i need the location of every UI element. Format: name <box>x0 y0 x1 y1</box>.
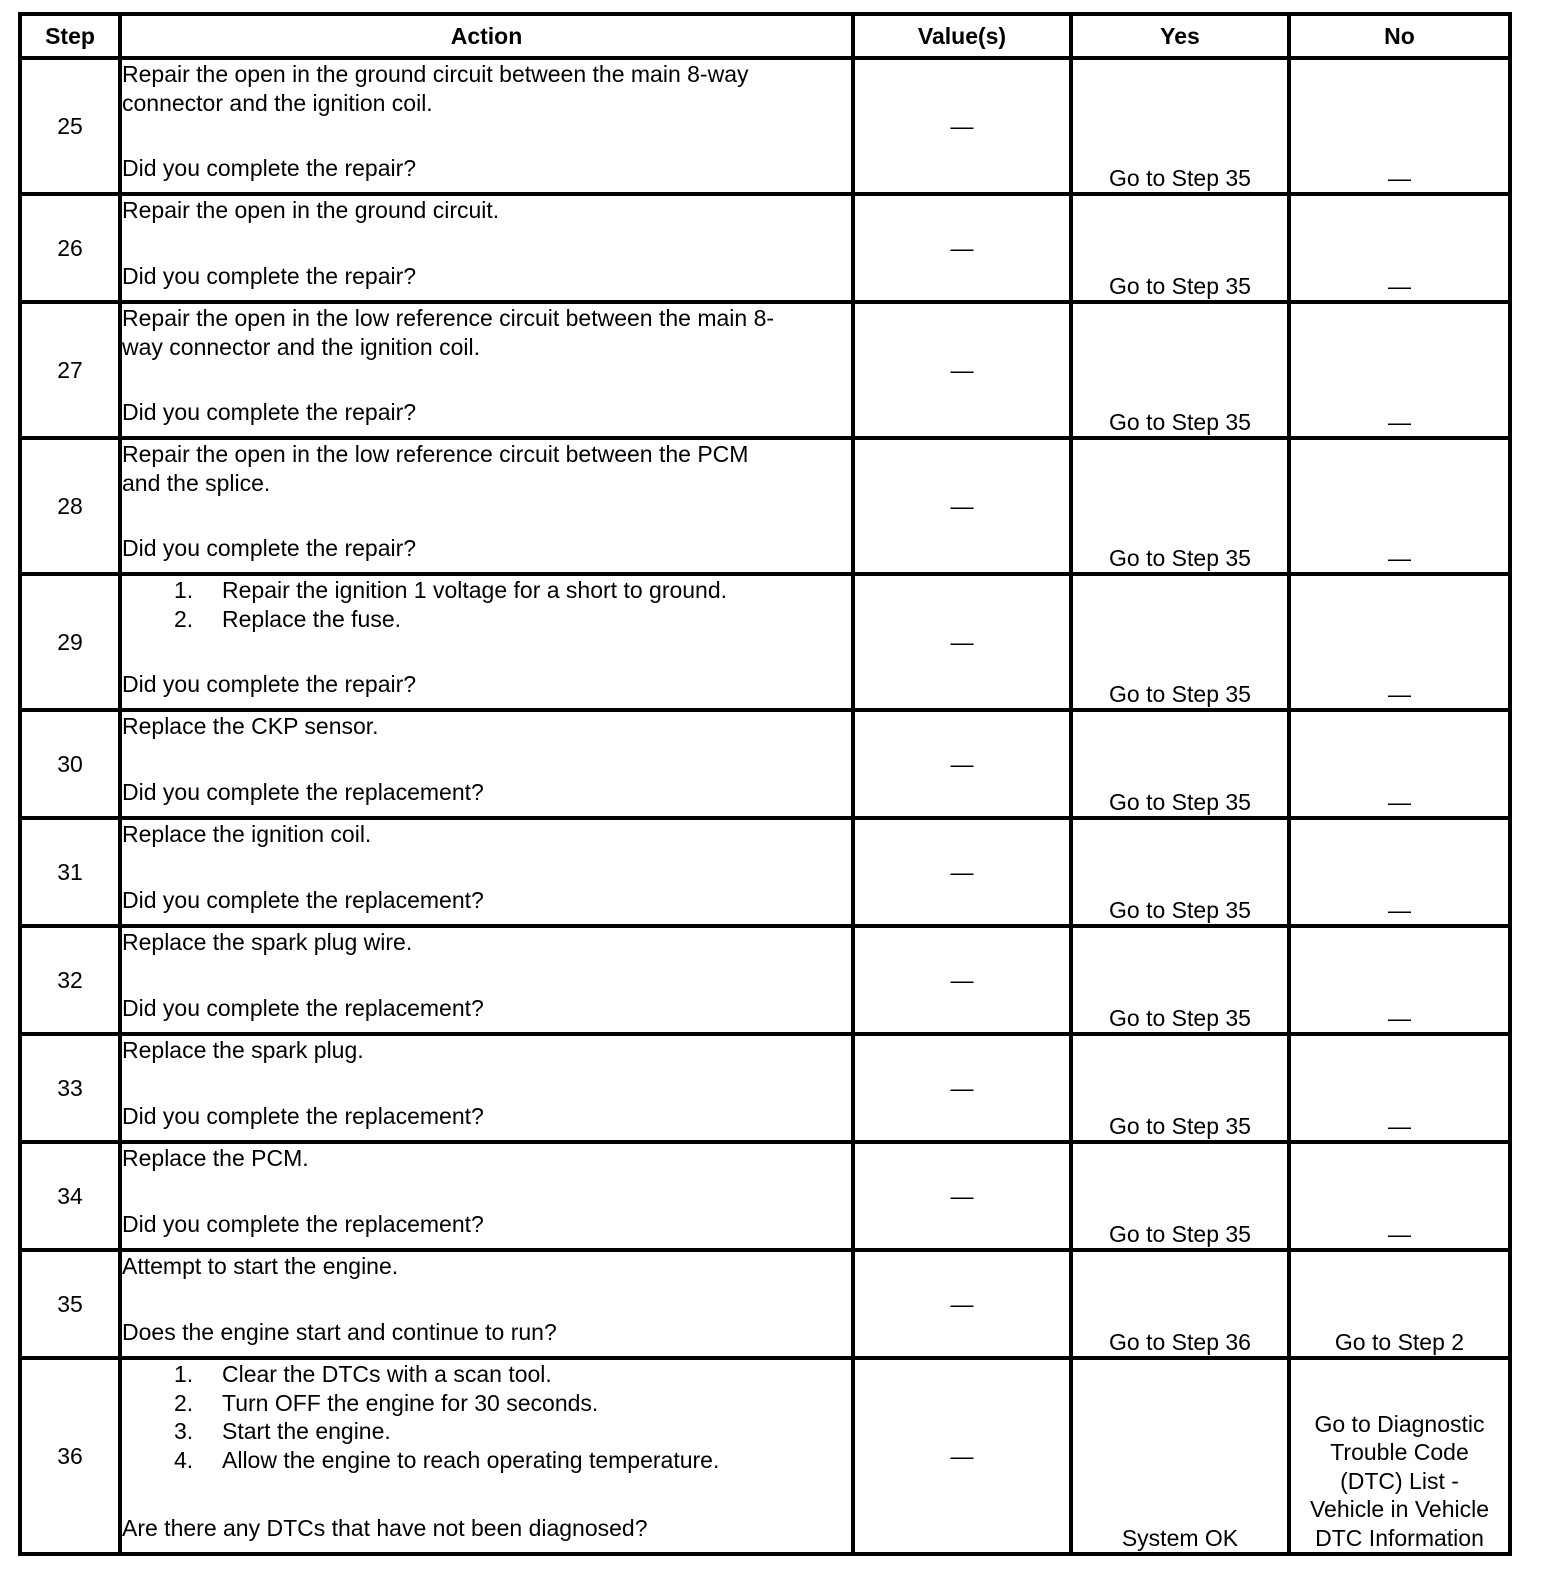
value-cell: — <box>853 438 1071 574</box>
step-number: 33 <box>20 1034 120 1142</box>
value-cell: — <box>853 818 1071 926</box>
action-question: Did you complete the replacement? <box>122 1102 484 1129</box>
yes-cell: Go to Step 35 <box>1071 710 1289 818</box>
list-item-text: Allow the engine to reach operating temperature. <box>222 1446 720 1473</box>
yes-cell: Go to Step 35 <box>1071 574 1289 710</box>
list-item-number: 2. <box>174 1389 194 1416</box>
list-item-number: 1. <box>174 577 194 603</box>
list-item-text: Replace the fuse. <box>222 605 402 632</box>
action-question: Did you complete the replacement? <box>122 1210 484 1237</box>
action-content <box>122 576 851 698</box>
no-cell: — <box>1289 438 1510 574</box>
action-text <box>122 1144 851 1173</box>
value-cell: — <box>853 1358 1071 1554</box>
step-number: 29 <box>20 574 120 710</box>
yes-cell: Go to Step 35 <box>1071 926 1289 1034</box>
step-number: 27 <box>20 302 120 438</box>
action-content <box>122 304 851 426</box>
action-question: Did you complete the repair? <box>122 534 417 561</box>
no-cell <box>1289 1358 1510 1554</box>
action-text <box>122 928 851 957</box>
list-item <box>174 576 851 605</box>
action-text <box>122 712 851 741</box>
value-cell: — <box>853 926 1071 1034</box>
action-text <box>122 196 851 225</box>
yes-cell: Go to Step 35 <box>1071 302 1289 438</box>
action-line: Repair the open in the ground circuit between the main 8-way <box>122 61 749 87</box>
action-question: Does the engine start and continue to run? <box>122 1318 557 1345</box>
table-row <box>20 1358 1510 1554</box>
action-content <box>122 712 851 806</box>
header-row <box>20 14 1510 58</box>
list-item <box>174 605 851 634</box>
header-no: No <box>1289 14 1510 58</box>
list-item-number: 4. <box>174 1446 194 1473</box>
action-content <box>122 928 851 1022</box>
action-line: connector and the ignition coil. <box>122 89 433 116</box>
action-content <box>122 820 851 914</box>
yes-cell: Go to Step 36 <box>1071 1250 1289 1358</box>
value-cell: — <box>853 710 1071 818</box>
action-question: Did you complete the repair? <box>122 262 417 289</box>
list-item-text: Clear the DTCs with a scan tool. <box>222 1361 552 1387</box>
action-content <box>122 1144 851 1238</box>
action-text <box>122 1252 851 1281</box>
table-row <box>20 574 1510 710</box>
action-cell <box>120 926 853 1034</box>
list-item-number: 3. <box>174 1418 194 1444</box>
list-item-number: 1. <box>174 1361 194 1387</box>
action-line: Replace the ignition coil. <box>122 821 372 847</box>
step-number: 34 <box>20 1142 120 1250</box>
action-line: way connector and the ignition coil. <box>122 333 480 360</box>
no-line: Vehicle in Vehicle <box>1309 1496 1489 1522</box>
action-line: and the splice. <box>122 469 271 496</box>
no-cell: — <box>1289 194 1510 302</box>
table-row <box>20 58 1510 194</box>
list-item-number: 2. <box>174 605 194 632</box>
action-text <box>122 576 851 633</box>
action-text <box>122 1360 851 1474</box>
no-line: (DTC) List - <box>1340 1467 1459 1494</box>
action-cell <box>120 574 853 710</box>
action-question: Did you complete the replacement? <box>122 778 484 805</box>
no-cell: — <box>1289 58 1510 194</box>
action-cell <box>120 302 853 438</box>
action-cell <box>120 58 853 194</box>
list-item-text: Start the engine. <box>222 1418 391 1444</box>
list-item-text: Turn OFF the engine for 30 seconds. <box>222 1389 599 1416</box>
step-number: 30 <box>20 710 120 818</box>
no-cell: — <box>1289 818 1510 926</box>
no-cell: — <box>1289 1142 1510 1250</box>
step-number: 36 <box>20 1358 120 1554</box>
action-question: Did you complete the replacement? <box>122 994 484 1021</box>
action-cell <box>120 1358 853 1554</box>
no-cell: — <box>1289 926 1510 1034</box>
value-cell: — <box>853 1250 1071 1358</box>
action-line: Repair the open in the low reference circuit between the PCM <box>122 441 749 467</box>
action-line: Repair the open in the ground circuit. <box>122 197 500 223</box>
action-content <box>122 1360 851 1542</box>
action-content <box>122 1036 851 1130</box>
no-line: DTC Information <box>1315 1524 1484 1551</box>
value-cell: — <box>853 58 1071 194</box>
action-text <box>122 304 851 361</box>
action-content <box>122 440 851 562</box>
action-steps-list <box>122 576 851 633</box>
header-values: Value(s) <box>853 14 1071 58</box>
action-cell <box>120 438 853 574</box>
action-text <box>122 60 851 117</box>
no-cell: — <box>1289 1034 1510 1142</box>
value-cell: — <box>853 194 1071 302</box>
action-steps-list <box>122 1360 851 1474</box>
no-cell: — <box>1289 710 1510 818</box>
no-line: Trouble Code <box>1330 1439 1469 1465</box>
action-cell <box>120 1034 853 1142</box>
action-line: Replace the PCM. <box>122 1145 309 1171</box>
list-item <box>174 1389 851 1418</box>
action-line: Repair the open in the low reference circuit between the main 8- <box>122 305 775 331</box>
no-cell: Go to Step 2 <box>1289 1250 1510 1358</box>
table-row <box>20 1142 1510 1250</box>
header-action: Action <box>120 14 853 58</box>
yes-cell: Go to Step 35 <box>1071 1142 1289 1250</box>
action-question: Are there any DTCs that have not been diagnosed? <box>122 1514 648 1541</box>
step-number: 31 <box>20 818 120 926</box>
list-item <box>174 1446 851 1475</box>
action-content <box>122 196 851 290</box>
table-row <box>20 194 1510 302</box>
action-text <box>122 440 851 497</box>
step-number: 28 <box>20 438 120 574</box>
yes-cell: Go to Step 35 <box>1071 818 1289 926</box>
value-cell: — <box>853 1034 1071 1142</box>
action-question: Did you complete the repair? <box>122 670 417 697</box>
action-content <box>122 1252 851 1346</box>
step-number: 26 <box>20 194 120 302</box>
action-text <box>122 820 851 849</box>
action-question: Did you complete the replacement? <box>122 886 484 913</box>
step-number: 35 <box>20 1250 120 1358</box>
table-row <box>20 926 1510 1034</box>
no-cell: — <box>1289 574 1510 710</box>
action-cell <box>120 194 853 302</box>
no-cell: — <box>1289 302 1510 438</box>
yes-cell: Go to Step 35 <box>1071 58 1289 194</box>
action-line: Replace the spark plug wire. <box>122 929 413 955</box>
action-question: Did you complete the repair? <box>122 154 417 181</box>
table-row <box>20 818 1510 926</box>
table-row <box>20 710 1510 818</box>
header-step: Step <box>20 14 120 58</box>
yes-cell: System OK <box>1071 1358 1289 1554</box>
value-cell: — <box>853 1142 1071 1250</box>
value-cell: — <box>853 302 1071 438</box>
action-question: Did you complete the repair? <box>122 398 417 425</box>
table-row <box>20 1250 1510 1358</box>
action-content <box>122 60 851 182</box>
yes-cell: Go to Step 35 <box>1071 1034 1289 1142</box>
step-number: 32 <box>20 926 120 1034</box>
yes-cell: Go to Step 35 <box>1071 194 1289 302</box>
action-line: Replace the spark plug. <box>122 1037 364 1063</box>
table-row <box>20 438 1510 574</box>
diagnostic-table <box>18 12 1512 1556</box>
header-yes: Yes <box>1071 14 1289 58</box>
action-cell <box>120 1250 853 1358</box>
list-item <box>174 1417 851 1446</box>
no-line: Go to Diagnostic <box>1314 1410 1485 1437</box>
action-line: Attempt to start the engine. <box>122 1253 399 1279</box>
action-text <box>122 1036 851 1065</box>
table-row <box>20 302 1510 438</box>
yes-cell: Go to Step 35 <box>1071 438 1289 574</box>
value-cell: — <box>853 574 1071 710</box>
action-line: Replace the CKP sensor. <box>122 713 379 739</box>
list-item-text: Repair the ignition 1 voltage for a short to ground. <box>222 577 728 603</box>
step-number: 25 <box>20 58 120 194</box>
action-cell <box>120 1142 853 1250</box>
list-item <box>174 1360 851 1389</box>
action-cell <box>120 818 853 926</box>
table-row <box>20 1034 1510 1142</box>
action-cell <box>120 710 853 818</box>
